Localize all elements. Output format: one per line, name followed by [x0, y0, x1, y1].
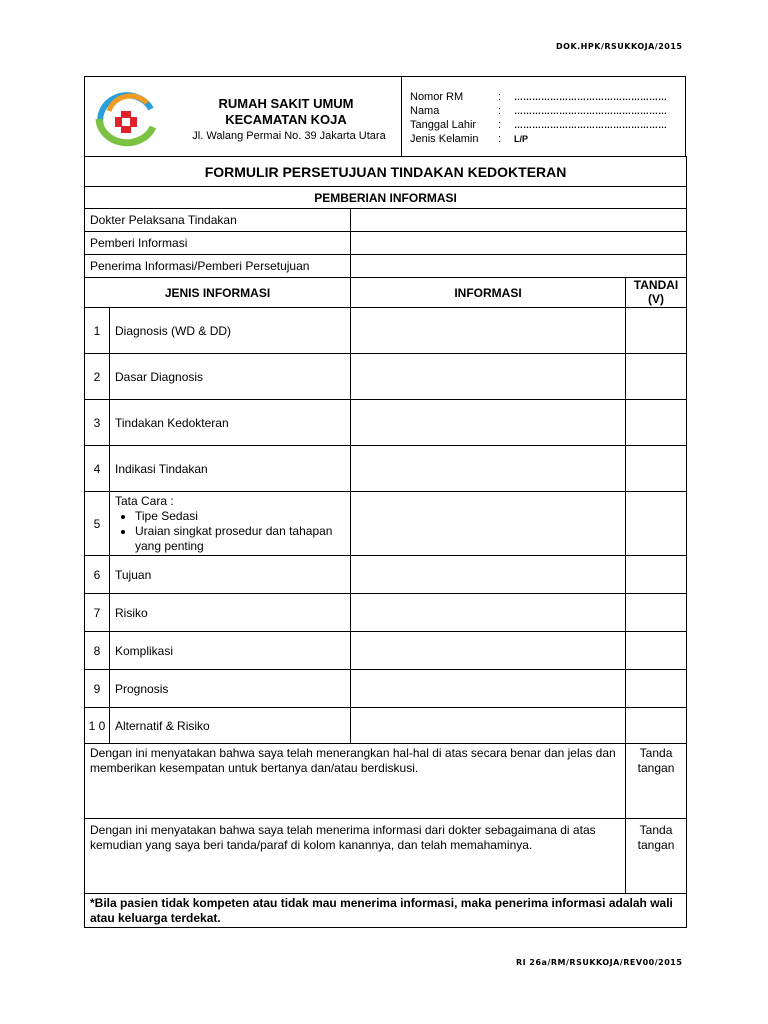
field-nomor-rm[interactable]: …………………………………………… — [514, 92, 667, 102]
informasi-cell[interactable] — [351, 556, 626, 594]
informasi-cell[interactable] — [351, 594, 626, 632]
info-row-label: Dokter Pelaksana Tindakan — [85, 209, 351, 232]
hospital-logo-icon — [95, 89, 159, 149]
table-row: 1 Diagnosis (WD & DD) — [85, 308, 687, 354]
table-row: 3 Tindakan Kedokteran — [85, 400, 687, 446]
table-row: 5 Tata Cara : • Tipe Sedasi • Uraian singkat prosedur dan tahapan yang penting — [85, 492, 687, 556]
column-header-tanda: TANDAI (V) — [626, 278, 687, 308]
informasi-cell[interactable] — [351, 400, 626, 446]
list-item: • Tipe Sedasi — [135, 509, 345, 524]
patient-row-jenis-kelamin: Jenis Kelamin : L/P — [410, 133, 529, 145]
informasi-cell[interactable] — [351, 670, 626, 708]
table-row: 1 0 Alternatif & Risiko — [85, 708, 687, 744]
tandai-checkbox[interactable] — [626, 556, 687, 594]
table-row: 7 Risiko — [85, 594, 687, 632]
informasi-cell[interactable] — [351, 354, 626, 400]
document-code-bottom: RI 26a/RM/RSUKKOJA/REV00/2015 — [516, 958, 683, 967]
table-row: 2 Dasar Diagnosis — [85, 354, 687, 400]
tandai-checkbox[interactable] — [626, 400, 687, 446]
tandai-checkbox[interactable] — [626, 632, 687, 670]
hospital-name-line1: RUMAH SAKIT UMUM — [218, 96, 354, 111]
document-code-top: DOK.HPK/RSUKKOJA/2015 — [556, 42, 683, 51]
table-row: 9 Prognosis — [85, 670, 687, 708]
informasi-cell[interactable] — [351, 632, 626, 670]
footnote: *Bila pasien tidak kompeten atau tidak mau menerima informasi, maka penerima informasi adalah wali atau keluarga terdekat. — [85, 894, 687, 928]
tandai-checkbox[interactable] — [626, 708, 687, 744]
statement-patient: Dengan ini menyatakan bahwa saya telah menerima informasi dari dokter sebagaimana di atas kemudian yang saya beri tanda/paraf di kolom kanannya, dan telah memahaminya. — [85, 819, 626, 894]
tandai-checkbox[interactable] — [626, 492, 687, 556]
patient-row-tanggal-lahir: Tanggal Lahir : …………………………………………… — [410, 119, 667, 131]
tandai-checkbox[interactable] — [626, 670, 687, 708]
hospital-info — [85, 77, 402, 157]
field-jenis-kelamin[interactable]: L/P — [514, 134, 529, 144]
consent-form-table — [84, 156, 687, 928]
field-nama[interactable]: …………………………………………… — [514, 106, 667, 116]
tandai-checkbox[interactable] — [626, 594, 687, 632]
info-row-input[interactable] — [351, 255, 687, 278]
list-item: • Uraian singkat prosedur dan tahapan yang penting — [135, 524, 345, 554]
field-tanggal-lahir[interactable]: …………………………………………… — [514, 120, 667, 130]
informasi-cell[interactable] — [351, 708, 626, 744]
hospital-name-line2: KECAMATAN KOJA — [225, 112, 347, 127]
informasi-cell[interactable] — [351, 492, 626, 556]
table-row: 8 Komplikasi — [85, 632, 687, 670]
informasi-cell[interactable] — [351, 308, 626, 354]
info-row-input[interactable] — [351, 232, 687, 255]
tandai-checkbox[interactable] — [626, 446, 687, 492]
patient-row-nama: Nama : …………………………………………… — [410, 105, 667, 117]
tandai-checkbox[interactable] — [626, 354, 687, 400]
info-row-input[interactable] — [351, 209, 687, 232]
tandai-checkbox[interactable] — [626, 308, 687, 354]
signature-doctor[interactable]: Tanda tangan — [626, 744, 687, 819]
patient-identity — [402, 77, 685, 157]
patient-row-rm: Nomor RM : …………………………………………… — [410, 91, 667, 103]
table-row: 6 Tujuan — [85, 556, 687, 594]
form-title: FORMULIR PERSETUJUAN TINDAKAN KEDOKTERAN — [85, 157, 687, 187]
column-header-jenis: JENIS INFORMASI — [85, 278, 351, 308]
info-row-label: Penerima Informasi/Pemberi Persetujuan — [85, 255, 351, 278]
signature-patient[interactable]: Tanda tangan — [626, 819, 687, 894]
section-title: PEMBERIAN INFORMASI — [85, 187, 687, 209]
header-box — [84, 76, 686, 157]
info-row-label: Pemberi Informasi — [85, 232, 351, 255]
column-header-informasi: INFORMASI — [351, 278, 626, 308]
hospital-address: Jl. Walang Permai No. 39 Jakarta Utara — [192, 130, 386, 142]
informasi-cell[interactable] — [351, 446, 626, 492]
table-row: 4 Indikasi Tindakan — [85, 446, 687, 492]
statement-doctor: Dengan ini menyatakan bahwa saya telah menerangkan hal-hal di atas secara benar dan jelas dan memberikan kesempatan untuk bertanya dan/atau berdiskusi. — [85, 744, 626, 819]
